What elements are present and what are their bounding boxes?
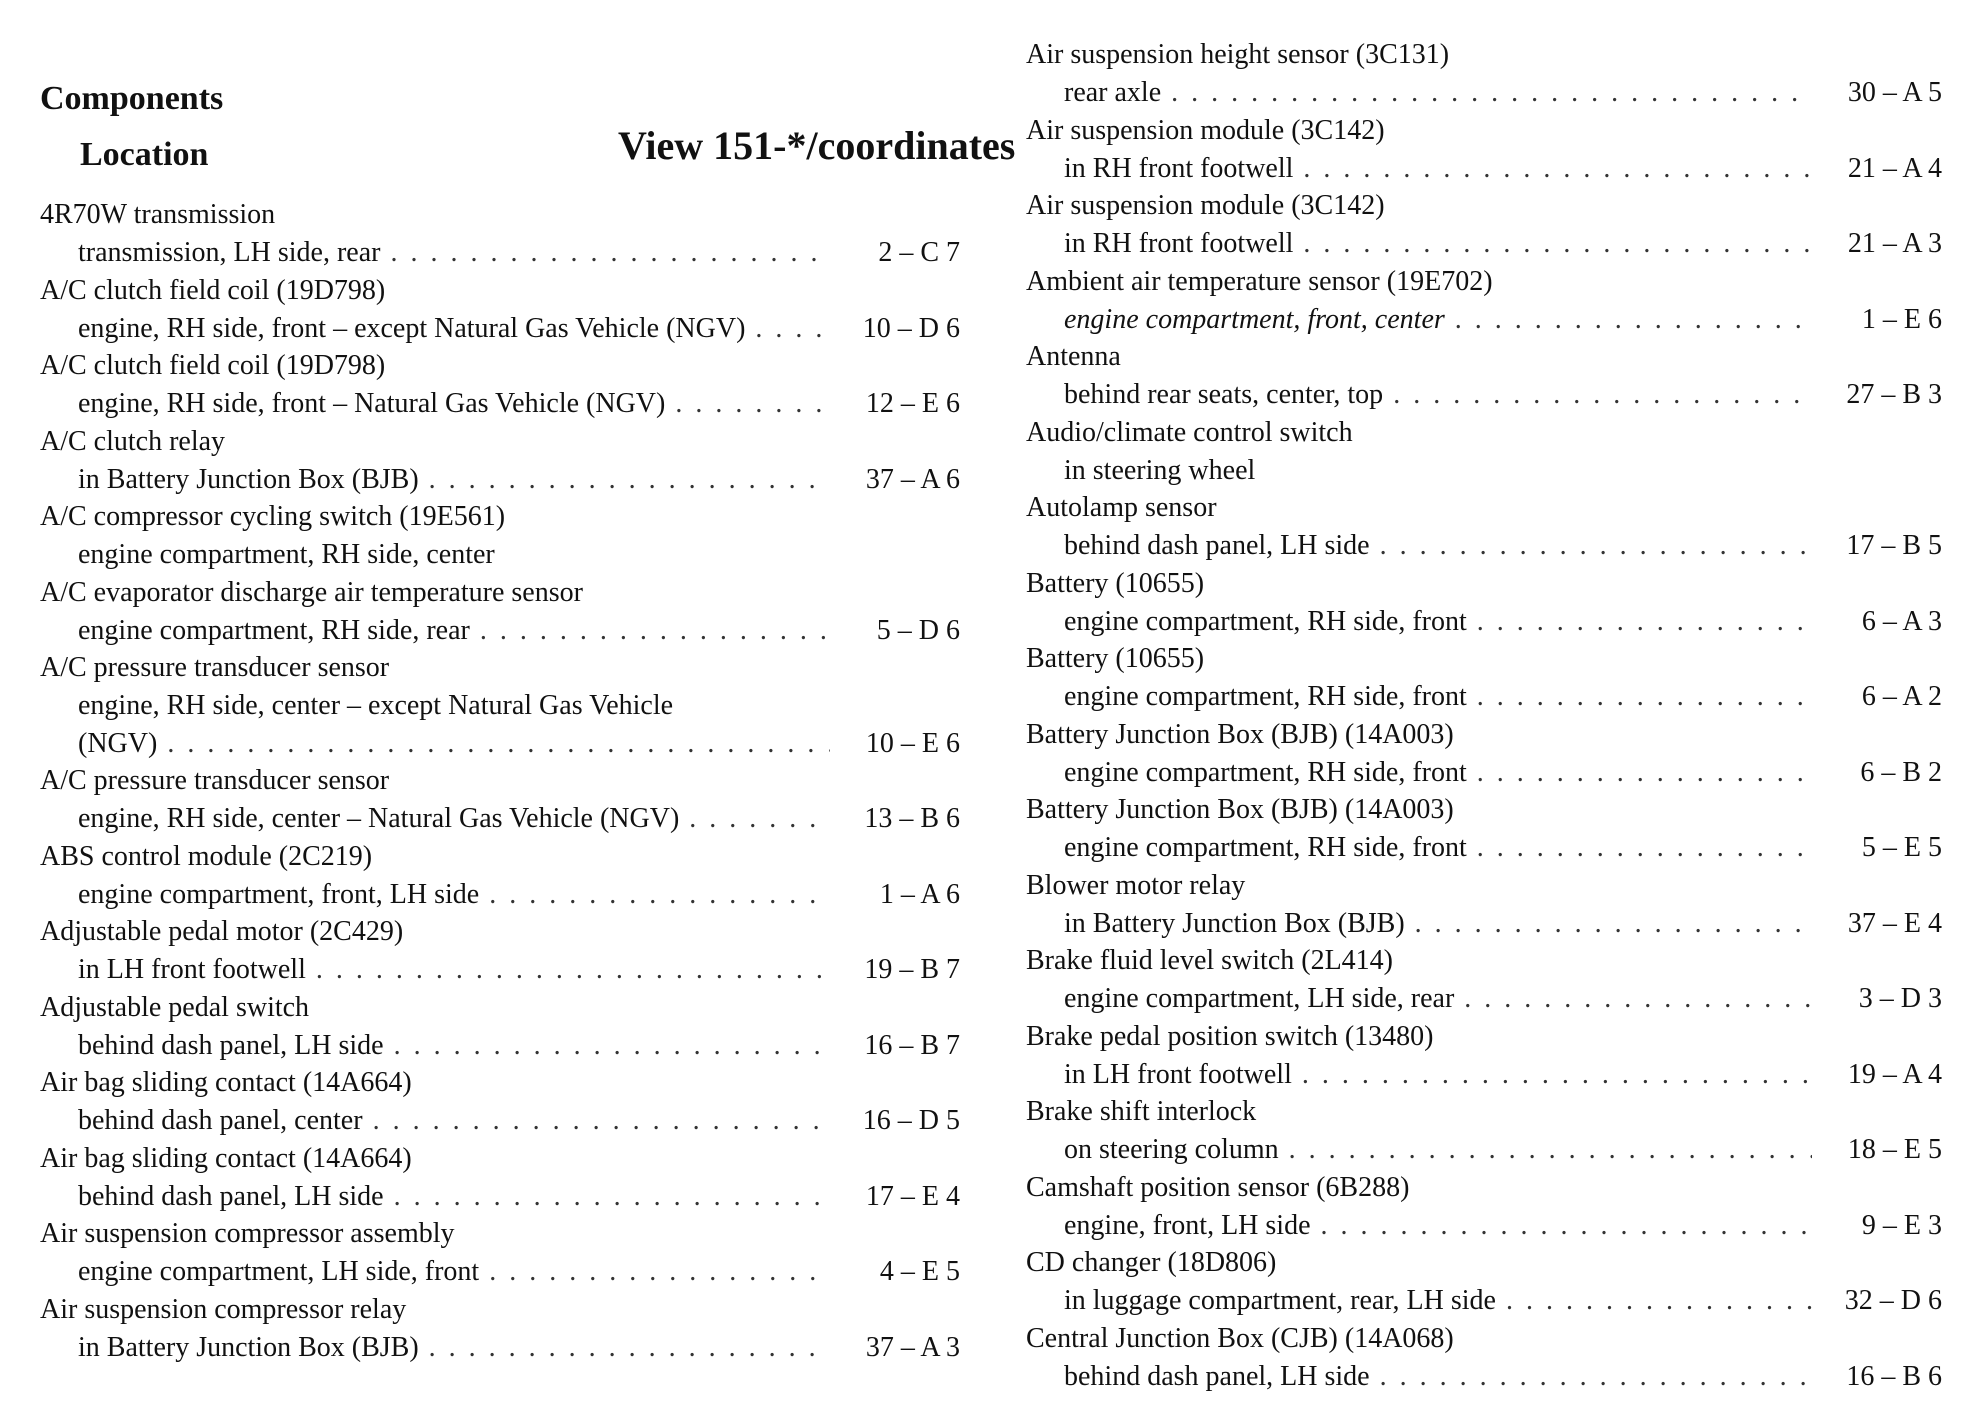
leader-dots [1477, 603, 1812, 641]
component-location: in luggage compartment, rear, LH side [1064, 1285, 1496, 1316]
component-location: in LH front footwell [78, 954, 306, 986]
component-name: Battery Junction Box (BJB) (14A003) [1026, 718, 1454, 750]
location-column-heading: Location [80, 136, 209, 173]
component-entry [40, 347, 960, 423]
view-coordinate: 19 – A 4 [1847, 1058, 1942, 1090]
view-coordinate: 6 – B 2 [1860, 756, 1942, 788]
leader-dots [1321, 1207, 1813, 1245]
component-entry [1026, 1093, 1942, 1169]
view-coordinate: 21 – A 4 [1847, 152, 1942, 184]
component-entry [40, 989, 960, 1065]
component-name: Air suspension height sensor (3C131) [1026, 39, 1450, 70]
view-coordinate: 21 – A 3 [1847, 228, 1942, 259]
component-entry [40, 423, 960, 499]
leader-dots [1302, 1056, 1812, 1094]
component-location: behind dash panel, LH side [78, 1180, 384, 1212]
leader-dots [1380, 1358, 1812, 1396]
leader-dots [1506, 1282, 1812, 1320]
component-location: in Battery Junction Box (BJB) [78, 1331, 419, 1363]
leader-dots [1477, 678, 1812, 716]
component-location: behind dash panel, LH side [78, 1029, 384, 1061]
view-coordinate: 1 – E 6 [1861, 303, 1942, 335]
component-name: Ambient air temperature sensor (19E702) [1026, 265, 1493, 297]
view-coordinate: 30 – A 5 [1847, 77, 1942, 108]
component-name: Brake fluid level switch (2L414) [1026, 945, 1394, 976]
component-name: Antenna [1026, 341, 1121, 372]
view-coordinates-heading: View 151-*/coordinates [618, 123, 1016, 168]
component-name: Camshaft position sensor (6B288) [1026, 1171, 1410, 1203]
component-location: behind dash panel, center [78, 1105, 363, 1137]
component-name: Air suspension compressor relay [40, 1293, 407, 1325]
leader-dots [429, 1329, 830, 1367]
component-name: A/C compressor cycling switch (19E561) [40, 501, 506, 532]
component-entry [1026, 187, 1942, 263]
component-name: A/C clutch relay [40, 425, 226, 457]
leader-dots [167, 725, 830, 763]
component-entry [1026, 716, 1942, 792]
view-coordinate: 9 – E 3 [1861, 1209, 1942, 1241]
leader-dots [316, 951, 830, 989]
page-title: Components [40, 80, 224, 117]
component-name: ABS control module (2C219) [40, 840, 373, 872]
view-coordinate: 6 – A 3 [1861, 605, 1942, 637]
view-coordinate: 1 – A 6 [879, 878, 960, 910]
component-name: Autolamp sensor [1026, 492, 1217, 523]
view-coordinate: 17 – B 5 [1846, 530, 1942, 561]
leader-dots [394, 1178, 830, 1216]
leader-dots [373, 1102, 830, 1140]
component-name: Audio/climate control switch [1026, 416, 1353, 448]
component-name: Air suspension module (3C142) [1026, 190, 1385, 221]
leader-dots [755, 310, 830, 348]
component-entry [40, 649, 960, 763]
leader-dots [1477, 829, 1812, 867]
component-entry [1026, 112, 1942, 188]
component-location: behind rear seats, center, top [1064, 379, 1384, 410]
component-entry [1026, 791, 1942, 867]
leader-dots [1393, 376, 1812, 414]
view-coordinate: 12 – E 6 [865, 388, 960, 419]
component-entry [1026, 414, 1942, 490]
leader-dots [489, 876, 830, 914]
component-location: behind dash panel, LH side [1064, 1360, 1370, 1392]
component-name: Brake shift interlock [1026, 1096, 1257, 1127]
component-location: engine compartment, LH side, rear [1064, 983, 1455, 1014]
component-name: Blower motor relay [1026, 869, 1246, 901]
view-coordinate: 32 – D 6 [1844, 1285, 1942, 1316]
leader-dots [1464, 980, 1812, 1018]
leader-dots [480, 612, 830, 650]
component-location: engine, RH side, front – except Natural Gas Vehicle (NGV) [78, 312, 746, 344]
view-coordinate: 18 – E 5 [1847, 1134, 1942, 1165]
component-location: in RH front footwell [1064, 228, 1294, 259]
view-coordinate: 27 – B 3 [1846, 379, 1942, 410]
component-location: engine compartment, RH side, front [1064, 756, 1467, 788]
component-location: in LH front footwell [1064, 1058, 1292, 1090]
component-location: engine compartment, RH side, rear [78, 614, 470, 646]
component-location: engine compartment, front, LH side [78, 878, 480, 910]
component-name: Air suspension module (3C142) [1026, 114, 1385, 146]
component-location: engine compartment, RH side, front [1064, 832, 1467, 863]
component-location: rear axle [1064, 77, 1162, 108]
view-coordinate: 16 – B 7 [864, 1029, 960, 1061]
component-entry [40, 1064, 960, 1140]
component-entry [40, 762, 960, 838]
component-entry [40, 1215, 960, 1291]
component-location: engine, front, LH side [1064, 1209, 1311, 1241]
view-coordinate: 16 – D 5 [862, 1105, 960, 1137]
component-location: engine, RH side, front – Natural Gas Vehicle (NGV) [78, 388, 666, 419]
component-name: Brake pedal position switch (13480) [1026, 1020, 1434, 1052]
component-location: behind dash panel, LH side [1064, 530, 1370, 561]
component-location: in Battery Junction Box (BJB) [78, 463, 419, 495]
view-coordinate: 6 – A 2 [1861, 681, 1942, 712]
component-location: in Battery Junction Box (BJB) [1064, 907, 1405, 939]
component-entry [1026, 565, 1942, 641]
component-location: engine compartment, RH side, front [1064, 681, 1467, 712]
component-entry [1026, 489, 1942, 565]
component-entry [40, 196, 960, 272]
view-coordinate: 4 – E 5 [879, 1256, 960, 1288]
component-entry [1026, 942, 1942, 1018]
leader-dots [1171, 74, 1812, 112]
leader-dots [1415, 905, 1812, 943]
component-name: 4R70W transmission [40, 199, 276, 230]
component-name: A/C clutch field coil (19D798) [40, 274, 386, 306]
component-entry [1026, 867, 1942, 943]
component-location: engine compartment, RH side, center [78, 539, 495, 570]
component-location: engine, RH side, center – except Natural Gas Vehicle [78, 690, 674, 721]
leader-dots [394, 1027, 830, 1065]
component-entry [40, 272, 960, 348]
component-name: A/C clutch field coil (19D798) [40, 350, 386, 381]
component-entry [40, 1140, 960, 1216]
component-name: Adjustable pedal switch [40, 991, 310, 1023]
component-name: Battery (10655) [1026, 643, 1205, 674]
component-entry [1026, 1320, 1942, 1396]
component-name: A/C evaporator discharge air temperature sensor [40, 576, 583, 608]
leader-dots [1455, 301, 1812, 339]
view-coordinate: 10 – D 6 [862, 312, 960, 344]
component-location: engine compartment, RH side, front [1064, 605, 1467, 637]
leader-dots [689, 800, 830, 838]
component-entry [1026, 338, 1942, 414]
component-location: on steering column [1064, 1134, 1279, 1165]
view-coordinate: 19 – B 7 [864, 954, 960, 986]
component-entry [1026, 1244, 1942, 1320]
component-entry [1026, 263, 1942, 339]
component-location: transmission, LH side, rear [78, 237, 381, 268]
view-coordinate: 37 – A 6 [865, 463, 960, 495]
leader-dots [429, 461, 830, 499]
component-location-continued: (NGV) [78, 728, 158, 759]
component-name: Central Junction Box (CJB) (14A068) [1026, 1322, 1454, 1354]
component-entry [40, 574, 960, 650]
leader-dots [1289, 1131, 1812, 1169]
view-coordinate: 17 – E 4 [865, 1180, 960, 1212]
component-entry [1026, 36, 1942, 112]
view-coordinate: 5 – D 6 [876, 614, 960, 646]
view-coordinate: 16 – B 6 [1846, 1360, 1942, 1392]
component-location: in RH front footwell [1064, 152, 1294, 184]
leader-dots [675, 385, 830, 423]
leader-dots [1303, 225, 1812, 263]
component-entry [1026, 640, 1942, 716]
component-entry [40, 498, 960, 574]
leader-dots [1380, 527, 1812, 565]
component-entry [1026, 1018, 1942, 1094]
view-coordinate: 10 – E 6 [865, 728, 960, 759]
component-location: engine, RH side, center – Natural Gas Vehicle (NGV) [78, 803, 680, 835]
component-name: A/C pressure transducer sensor [40, 765, 390, 797]
view-coordinate: 5 – E 5 [1861, 832, 1942, 863]
component-location: engine compartment, LH side, front [78, 1256, 480, 1288]
component-name: A/C pressure transducer sensor [40, 652, 390, 683]
view-coordinate: 13 – B 6 [864, 803, 960, 835]
component-location: engine compartment, front, center [1064, 303, 1445, 335]
component-name: Air bag sliding contact (14A664) [40, 1067, 412, 1099]
component-name: Adjustable pedal motor (2C429) [40, 916, 404, 948]
component-entry [40, 913, 960, 989]
leader-dots [391, 234, 831, 272]
component-entry [40, 838, 960, 914]
component-entry [40, 1291, 960, 1367]
leader-dots [489, 1253, 830, 1291]
component-name: Battery Junction Box (BJB) (14A003) [1026, 794, 1454, 825]
view-coordinate: 37 – A 3 [865, 1331, 960, 1363]
view-coordinate: 37 – E 4 [1847, 907, 1942, 939]
component-entry [1026, 1169, 1942, 1245]
component-name: Air bag sliding contact (14A664) [40, 1142, 412, 1174]
component-name: Battery (10655) [1026, 567, 1205, 599]
component-name: Air suspension compressor assembly [40, 1218, 455, 1250]
leader-dots [1303, 150, 1812, 188]
leader-dots [1477, 754, 1812, 792]
view-coordinate: 3 – D 3 [1858, 983, 1942, 1014]
component-location: in steering wheel [1064, 454, 1256, 486]
component-name: CD changer (18D806) [1026, 1247, 1277, 1278]
view-coordinate: 2 – C 7 [878, 237, 960, 268]
